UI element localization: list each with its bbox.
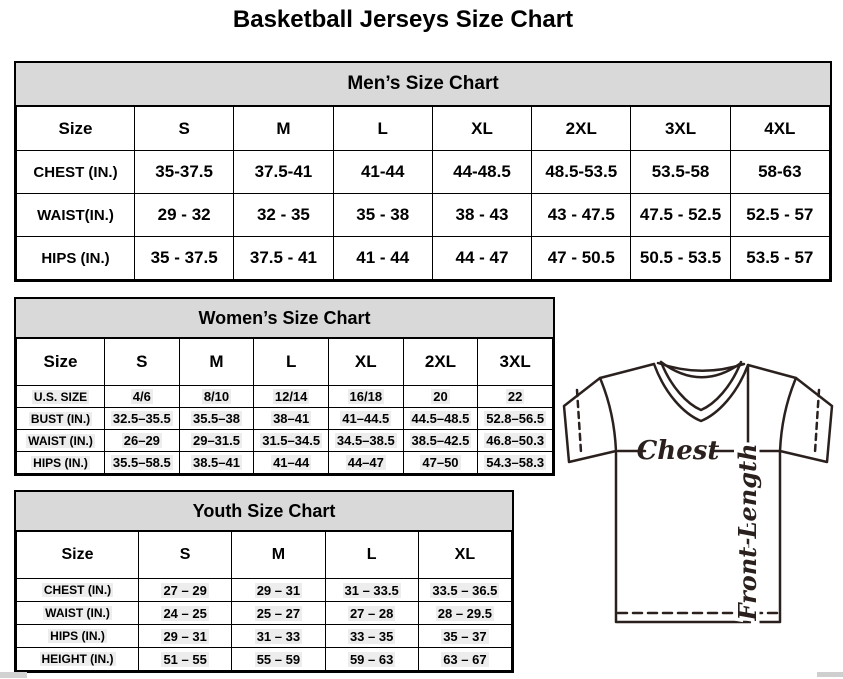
table-cell [478, 430, 553, 452]
column-header: 2XL [403, 339, 478, 386]
table-cell-text: 44.5–48.5 [411, 411, 470, 426]
right-cuff-stitch [815, 390, 819, 452]
row-label [17, 625, 139, 648]
column-header: L [333, 107, 432, 151]
table-cell-text: 27 – 28 [349, 605, 394, 621]
table-cell-text: 33.5 – 36.5 [432, 582, 498, 598]
table-cell-text: 35.5–58.5 [112, 455, 171, 470]
column-header: Size [17, 339, 105, 386]
table-cell: 41-44 [333, 151, 432, 194]
table-cell-text: 33 – 35 [349, 628, 394, 644]
size-header-row [17, 339, 553, 386]
table-cell [403, 430, 478, 452]
table-cell-text: 51 – 55 [163, 651, 207, 667]
table-cell [139, 579, 232, 602]
table-cell-text: 41–44 [273, 455, 310, 470]
table-cell [418, 648, 511, 671]
table-cell-text: 22 [507, 389, 523, 404]
table-cell [139, 648, 232, 671]
table-cell [418, 579, 511, 602]
table-cell-text: 31 – 33.5 [344, 582, 399, 598]
table-cell: 48.5-53.5 [532, 151, 631, 194]
column-header: XL [432, 107, 531, 151]
table-cell: 35 - 38 [333, 194, 432, 237]
scrollbar-right-fragment[interactable] [817, 672, 843, 677]
row-label-text: HIPS (IN.) [33, 455, 88, 470]
table-cell-text: 38.5–42.5 [411, 433, 470, 448]
column-header: 3XL [478, 339, 553, 386]
measurement-row [17, 386, 553, 408]
row-label [17, 408, 105, 430]
column-header: S [139, 532, 232, 579]
table-cell-text: 32.5–35.5 [112, 411, 171, 426]
table-cell [232, 648, 325, 671]
table-cell [254, 386, 329, 408]
table-cell-text: 31.5–34.5 [262, 433, 321, 448]
table-cell [403, 408, 478, 430]
row-label [17, 386, 105, 408]
table-cell [105, 452, 180, 474]
size-header-row [17, 532, 512, 579]
table-cell [139, 625, 232, 648]
measurement-row [17, 151, 830, 194]
row-label [17, 430, 105, 452]
table-cell [179, 430, 254, 452]
column-header: M [232, 532, 325, 579]
front-length-label: Front Length [733, 443, 762, 621]
right-sleeve-seam [780, 378, 796, 451]
table-cell-text: 41–44.5 [342, 411, 390, 426]
table-cell [325, 602, 418, 625]
table-cell: 58-63 [730, 151, 829, 194]
table-cell [179, 452, 254, 474]
measurement-row [17, 194, 830, 237]
table-cell-text: 29 – 31 [256, 582, 301, 598]
table-cell-text: 54.3–58.3 [486, 455, 545, 470]
table-cell [418, 602, 511, 625]
table-cell: 50.5 - 53.5 [631, 237, 730, 280]
table-cell-text: 26–29 [123, 433, 160, 448]
table-cell: 43 - 47.5 [532, 194, 631, 237]
measurement-row [17, 452, 553, 474]
column-header: M [234, 107, 333, 151]
table-cell: 47.5 - 52.5 [631, 194, 730, 237]
left-sleeve-seam [600, 378, 616, 451]
womens-size-chart-title: Women’s Size Chart [16, 299, 553, 338]
measurement-row [17, 648, 512, 671]
womens-size-chart [14, 297, 555, 476]
table-cell: 37.5 - 41 [234, 237, 333, 280]
column-header: XL [328, 339, 403, 386]
table-cell: 52.5 - 57 [730, 194, 829, 237]
row-label-text: WAIST (IN.) [45, 606, 110, 620]
row-label-text: CHEST (IN.) [43, 583, 112, 597]
table-cell-text: 38.5–41 [192, 455, 240, 470]
measurement-row [17, 602, 512, 625]
measurement-row [17, 237, 830, 280]
table-cell [232, 602, 325, 625]
table-cell-text: 35.5–38 [192, 411, 240, 426]
table-cell [403, 386, 478, 408]
table-cell-text: 55 – 59 [256, 651, 301, 667]
table-cell [328, 386, 403, 408]
table-cell [325, 648, 418, 671]
table-cell: 44-48.5 [432, 151, 531, 194]
table-cell-text: 24 – 25 [163, 605, 207, 621]
table-cell-text: 25 – 27 [256, 605, 301, 621]
table-cell: 47 - 50.5 [532, 237, 631, 280]
measurement-row [17, 579, 512, 602]
youth-size-chart-title: Youth Size Chart [16, 492, 512, 531]
chest-label: Chest [636, 436, 720, 466]
table-cell-text: 28 – 29.5 [437, 605, 492, 621]
column-header: L [325, 532, 418, 579]
table-cell-text: 38–41 [273, 411, 310, 426]
row-label-text: U.S. SIZE [33, 389, 88, 404]
row-label-text: HIPS (IN.) [50, 629, 105, 643]
table-cell: 53.5-58 [631, 151, 730, 194]
table-cell: 35-37.5 [135, 151, 234, 194]
table-cell: 53.5 - 57 [730, 237, 829, 280]
table-cell-text: 46.8–50.3 [486, 433, 545, 448]
table-cell [328, 452, 403, 474]
table-cell-text: 16/18 [349, 389, 383, 404]
table-cell [179, 386, 254, 408]
table-cell [403, 452, 478, 474]
table-cell [105, 408, 180, 430]
column-header: S [135, 107, 234, 151]
table-cell-text: 35 – 37 [443, 628, 487, 644]
row-label: WAIST(IN.) [17, 194, 135, 237]
table-cell [254, 452, 329, 474]
table-cell [418, 625, 511, 648]
row-label [17, 648, 139, 671]
collar-outer [654, 364, 748, 421]
table-cell-text: 29 – 31 [163, 628, 207, 644]
table-cell [139, 602, 232, 625]
youth-size-chart [14, 490, 514, 673]
table-cell [325, 579, 418, 602]
column-header: 4XL [730, 107, 829, 151]
table-cell [105, 430, 180, 452]
table-cell [232, 625, 325, 648]
table-cell: 44 - 47 [432, 237, 531, 280]
row-label: CHEST (IN.) [17, 151, 135, 194]
measurement-row [17, 625, 512, 648]
table-cell-text: 63 – 67 [443, 651, 487, 667]
table-cell [478, 452, 553, 474]
row-label-text: BUST (IN.) [30, 411, 91, 426]
table-cell [232, 579, 325, 602]
table-cell-text: 44–47 [347, 455, 384, 470]
table-cell [478, 408, 553, 430]
column-header: Size [17, 107, 135, 151]
column-header: L [254, 339, 329, 386]
womens-size-table [16, 338, 553, 474]
row-label-text: HEIGHT (IN.) [41, 652, 114, 666]
left-cuff-stitch [577, 390, 581, 452]
table-cell-text: 47–50 [422, 455, 459, 470]
table-cell-text: 8/10 [203, 389, 230, 404]
table-cell-text: 12/14 [274, 389, 308, 404]
row-label [17, 579, 139, 602]
column-header: S [105, 339, 180, 386]
table-cell: 38 - 43 [432, 194, 531, 237]
table-cell-text: 20 [433, 389, 448, 404]
measurement-row [17, 430, 553, 452]
table-cell-text: 4/6 [132, 389, 151, 404]
table-cell-text: 59 – 63 [349, 651, 394, 667]
jersey-diagram-svg [553, 354, 843, 636]
mens-size-table [16, 106, 830, 280]
measurement-row [17, 408, 553, 430]
table-cell: 37.5-41 [234, 151, 333, 194]
column-header: XL [418, 532, 511, 579]
table-cell [325, 625, 418, 648]
table-cell-text: 52.8–56.5 [486, 411, 545, 426]
table-cell [105, 386, 180, 408]
table-cell: 35 - 37.5 [135, 237, 234, 280]
page-title: Basketball Jerseys Size Chart [232, 6, 574, 33]
jersey-outline [564, 364, 832, 622]
table-cell [254, 430, 329, 452]
table-cell [254, 408, 329, 430]
scrollbar-left-fragment[interactable] [0, 672, 27, 678]
table-cell-text: 34.5–38.5 [336, 433, 395, 448]
table-cell [478, 386, 553, 408]
column-header: 2XL [532, 107, 631, 151]
jersey-measurement-diagram [553, 354, 843, 636]
table-cell-text: 31 – 33 [256, 628, 301, 644]
row-label [17, 602, 139, 625]
table-cell [328, 430, 403, 452]
row-label: HIPS (IN.) [17, 237, 135, 280]
column-header: Size [17, 532, 139, 579]
mens-size-chart [14, 61, 832, 282]
table-cell [179, 408, 254, 430]
size-header-row [17, 107, 830, 151]
table-cell-text: 27 – 29 [163, 582, 207, 598]
table-cell-text: 29–31.5 [192, 433, 240, 448]
column-header: 3XL [631, 107, 730, 151]
youth-size-table [16, 531, 512, 671]
mens-size-chart-title: Men’s Size Chart [16, 63, 830, 106]
table-cell: 29 - 32 [135, 194, 234, 237]
row-label-text: WAIST (IN.) [28, 433, 93, 448]
table-cell: 41 - 44 [333, 237, 432, 280]
table-cell [328, 408, 403, 430]
row-label [17, 452, 105, 474]
column-header: M [179, 339, 254, 386]
table-cell: 32 - 35 [234, 194, 333, 237]
